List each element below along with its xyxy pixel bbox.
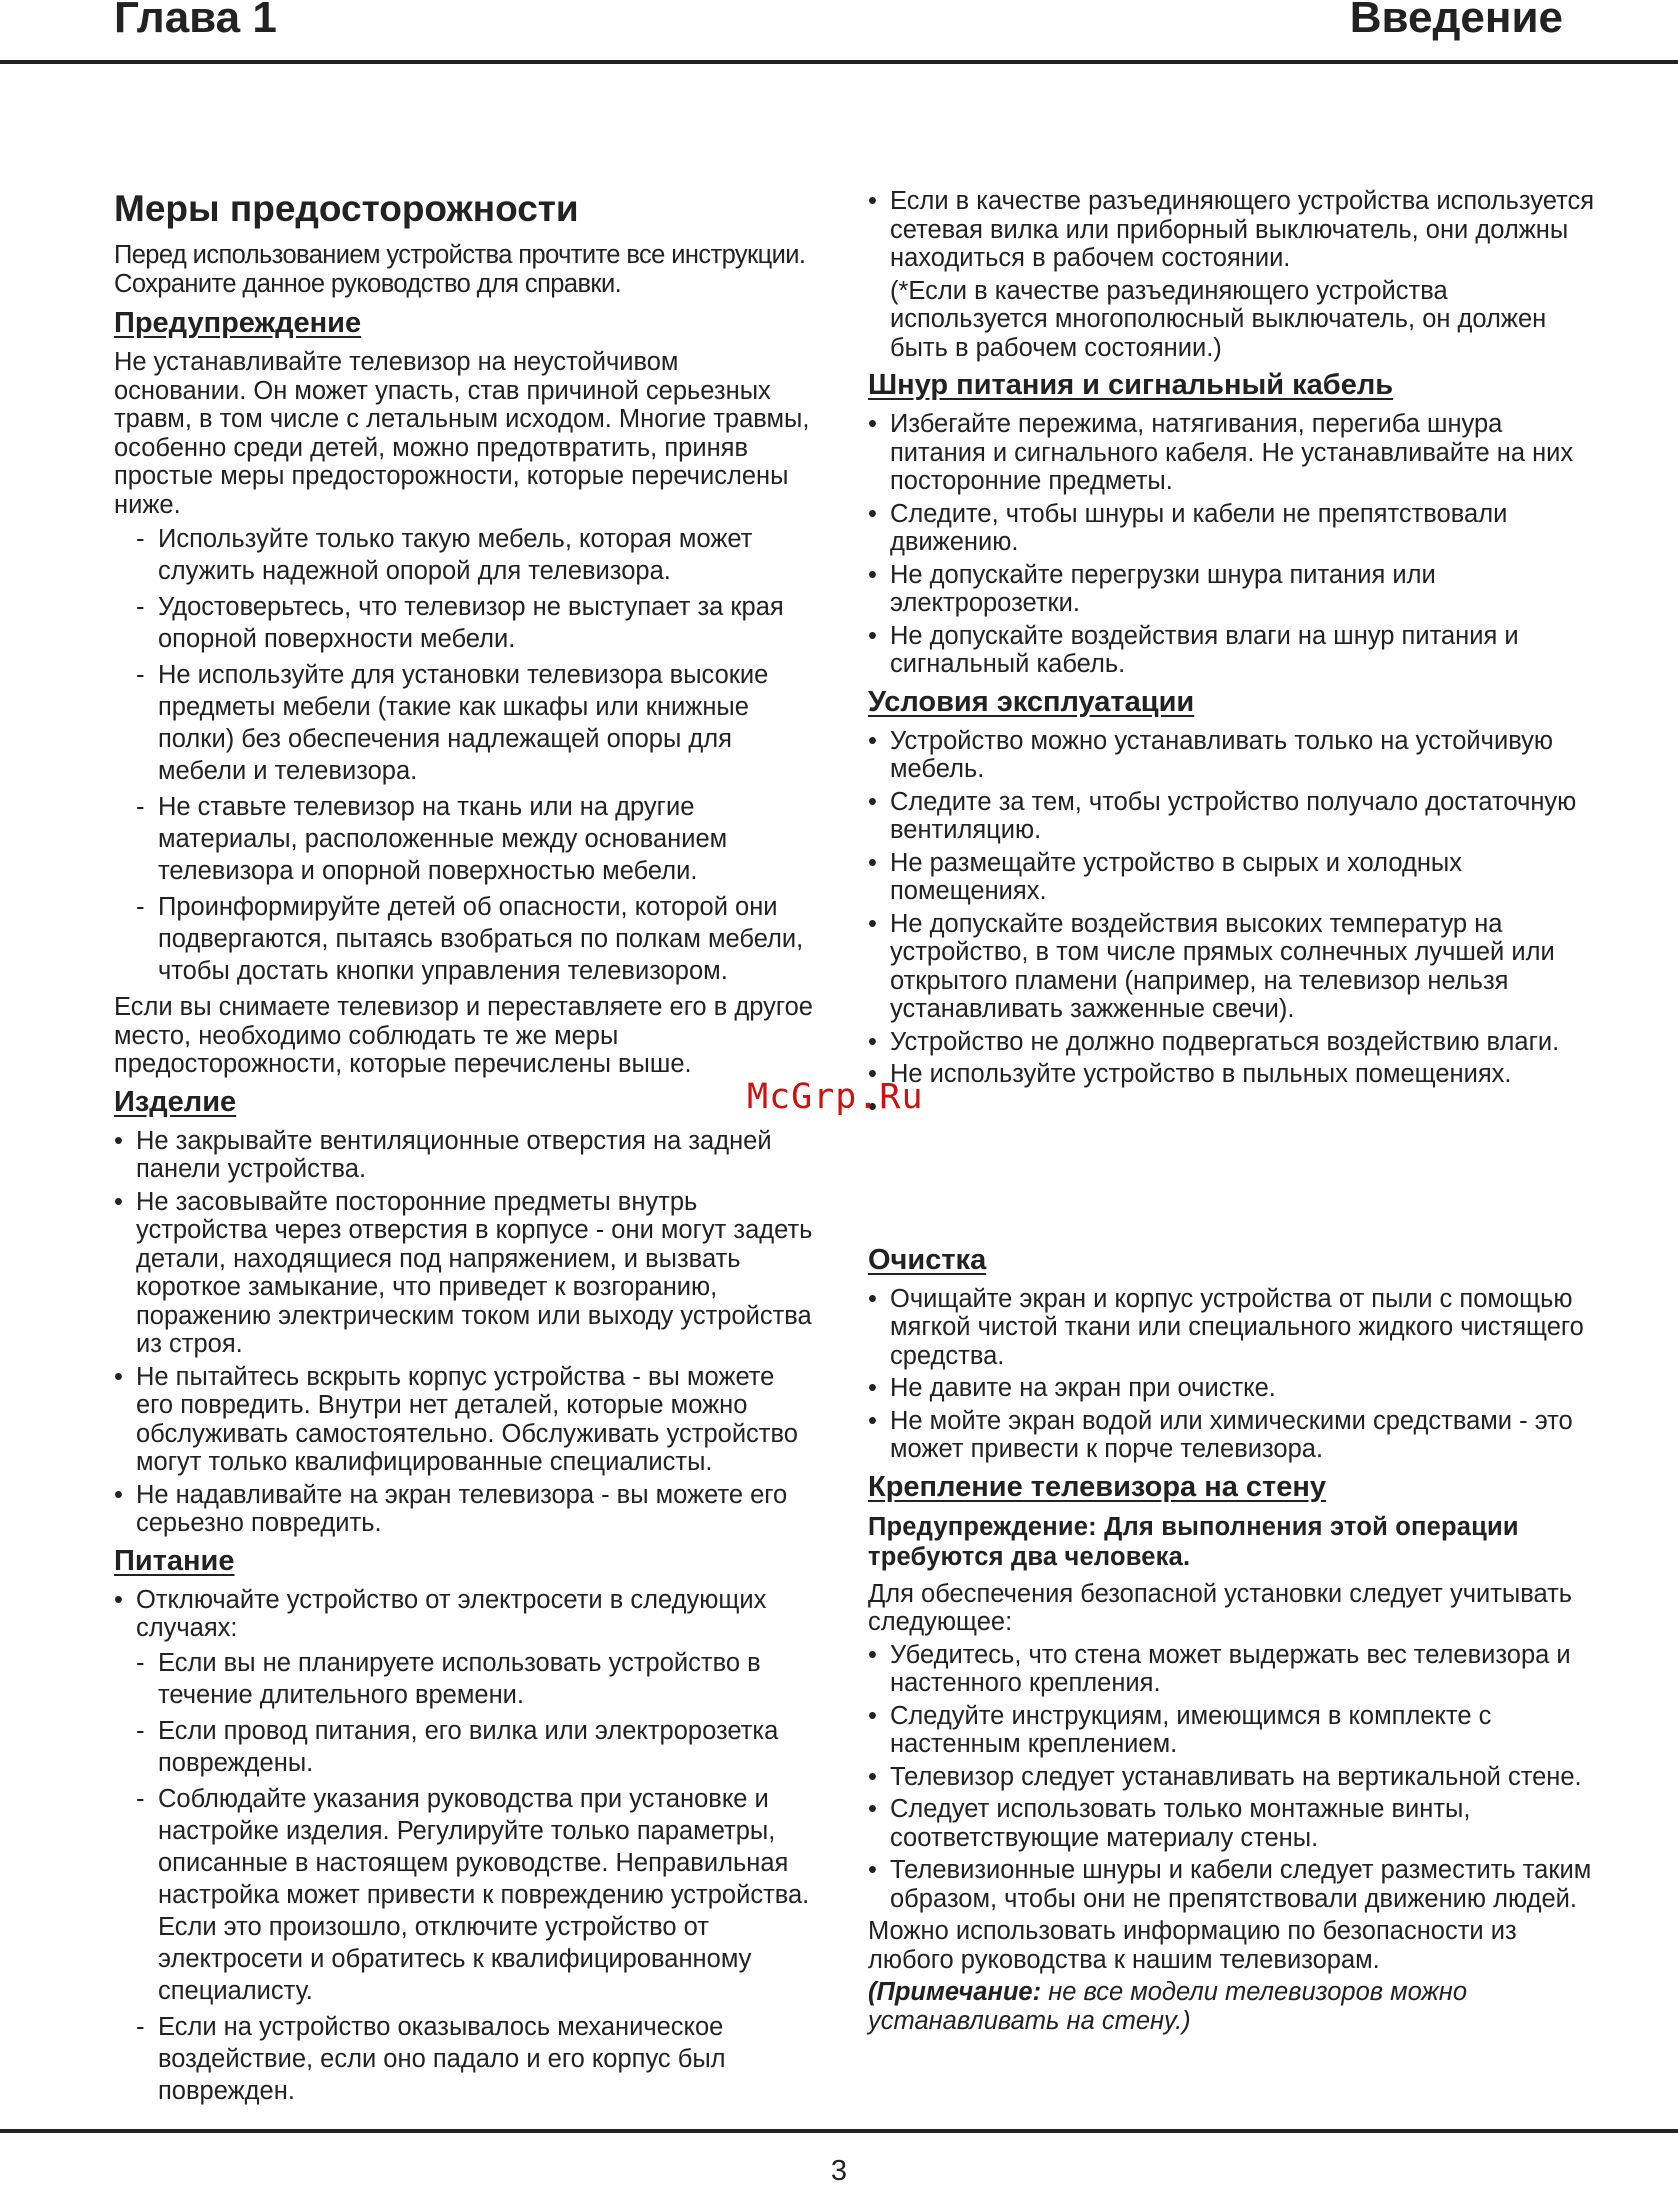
conditions-heading: Условия эксплуатации [868, 685, 1195, 718]
cable-list [868, 410, 1604, 679]
list-item: • Не используйте устройство в пыльных помещениях. [868, 1060, 1604, 1089]
note-label: (Примечание: [868, 1978, 1042, 2006]
note-text: не все модели телевизоров можно устанавливать на стену.) [868, 1978, 1468, 2035]
product-list [114, 1127, 814, 1538]
warning-list [136, 523, 814, 987]
wall-mount-intro: Для обеспечения безопасной установки следует учитывать следующее: [868, 1579, 1573, 1636]
wall-mount-outro: Можно использовать информацию по безопасности из любого руководства к нашим телевизорам. [868, 1917, 1517, 1974]
list-item: - Не ставьте телевизор на ткань или на другие материалы, расположенные между основанием телевизора и опорной поверхностью мебели. [136, 791, 814, 887]
cleaning-list [868, 1285, 1604, 1464]
list-item: • Следите за тем, чтобы устройство получало достаточную вентиляцию. [868, 788, 1604, 845]
disconnect-list [868, 187, 1604, 362]
cable-heading: Шнур питания и сигнальный кабель [868, 369, 1394, 401]
page-number: 3 [830, 2155, 848, 2187]
list-item-empty [868, 1093, 1604, 1121]
list-item: • Не закрывайте вентиляционные отверстия на задней панели устройства. [114, 1127, 814, 1184]
list-item: • Телевизор следует устанавливать на вертикальной стене. [868, 1763, 1604, 1792]
warning-heading: Предупреждение [114, 307, 362, 339]
list-item: • Следует использовать только монтажные винты, соответствующие материалу стены. [868, 1795, 1604, 1852]
list-item: • Телевизионные шнуры и кабели следует разместить таким образом, чтобы они не препятствовали движению людей. [868, 1856, 1604, 1913]
warning-after-text: Если вы снимаете телевизор и переставляете его в другое место, необходимо соблюдать те же меры предосторожности, которые перечислены выше. [114, 993, 813, 1078]
warning-text: Не устанавливайте телевизор на неустойчивом основании. Он может упасть, став причиной серьезных травм, в том числе с летальным исходом. Многие травмы, особенно среди детей, можно предотвратить, приняв простые меры предосторожности, которые перечислены ниже. [114, 348, 810, 519]
list-item: - Удостоверьтесь, что телевизор не выступает за края опорной поверхности мебели. [136, 591, 814, 655]
footer-rule [0, 2129, 1678, 2133]
list-item: • Следуйте инструкциям, имеющимся в комплекте с настенным креплением. [868, 1702, 1604, 1759]
spacer [868, 1125, 1604, 1237]
list-item: • Избегайте пережима, натягивания, перегиба шнура питания и сигнального кабеля. Не устанавливайте на них посторонние предметы. [868, 410, 1604, 496]
list-item: • Не засовывайте посторонние предметы внутрь устройства через отверстия в корпусе - они могут задеть детали, находящиеся под напряжением, и вызвать короткое замыкание, что приведет к возгоранию, поражению электрическим током или выходу устройства из строя. [114, 1188, 814, 1359]
product-heading: Изделие [114, 1085, 237, 1118]
list-item: - Используйте только такую мебель, которая может служить надежной опорой для телевизора. [136, 523, 814, 587]
header-rule [0, 60, 1678, 64]
list-item: - Если вы не планируете использовать устройство в течение длительного времени. [136, 1647, 814, 1711]
list-item: • Устройство можно устанавливать только на устойчивую мебель. [868, 727, 1604, 784]
list-item: • Не допускайте воздействия влаги на шнур питания и сигнальный кабель. [868, 622, 1604, 679]
cleaning-heading: Очистка [868, 1243, 987, 1276]
section-title: Введение [1349, 0, 1563, 42]
left-column [114, 187, 814, 2113]
list-item: • Отключайте устройство от электросети в следующих случаях: [114, 1586, 814, 1643]
wall-mount-warning: Предупреждение: Для выполнения этой операции требуются два человека. [868, 1512, 1519, 1571]
wall-mount-heading: Крепление телевизора на стену [868, 1470, 1327, 1503]
watermark: McGrp.Ru [747, 1077, 924, 1117]
wall-mount-note [868, 1978, 1604, 2035]
list-item: - Соблюдайте указания руководства при установке и настройке изделия. Регулируйте только параметры, описанные в настоящем руководстве. Неправильная настройка может привести к повреждению устройства. Если это произошло, отключите устройство от электросети и обратитесь к квалифицированному специалисту. [136, 1783, 814, 2007]
page-header [0, 0, 1678, 66]
list-item: • Не размещайте устройство в сырых и холодных помещениях. [868, 849, 1604, 906]
list-item: • Устройство не должно подвергаться воздействию влаги. [868, 1028, 1604, 1057]
list-item: • Не надавливайте на экран телевизора - вы можете его серьезно повредить. [114, 1481, 814, 1538]
list-item: • Следите, чтобы шнуры и кабели не препятствовали движению. [868, 500, 1604, 557]
wall-mount-list [868, 1641, 1604, 1914]
list-item: - Проинформируйте детей об опасности, которой они подвергаются, пытаясь взобраться по полкам мебели, чтобы достать кнопки управления телевизором. [136, 891, 814, 987]
list-item: • Очищайте экран и корпус устройства от пыли с помощью мягкой чистой ткани или специального жидкого чистящего средства. [868, 1285, 1604, 1371]
list-item: • Не пытайтесь вскрыть корпус устройства - вы можете его повредить. Внутри нет деталей, которые можно обслуживать самостоятельно. Обслуживать устройство могут только квалифицированные специалисты. [114, 1363, 814, 1477]
list-item: - Не используйте для установки телевизора высокие предметы мебели (такие как шкафы или книжные полки) без обеспечения надлежащей опоры для мебели и телевизора. [136, 659, 814, 787]
list-item: • Не давите на экран при очистке. [868, 1374, 1604, 1403]
page-title: Меры предосторожности [114, 188, 579, 229]
power-heading: Питание [114, 1544, 235, 1577]
list-item [868, 187, 1604, 362]
power-list [114, 1586, 814, 1643]
intro-text: Перед использованием устройства прочтите все инструкции. Сохраните данное руководство для справки. [114, 241, 806, 298]
power-sublist [136, 1647, 814, 2107]
list-item: • Убедитесь, что стена может выдержать вес телевизора и настенного крепления. [868, 1641, 1604, 1698]
conditions-list [868, 727, 1604, 1121]
disconnect-note: (*Если в качестве разъединяющего устройства используется многополюсный выключатель, он должен быть в рабочем состоянии.) [890, 276, 1547, 362]
list-item: • Не мойте экран водой или химическими средствами - это может привести к порче телевизора. [868, 1407, 1604, 1464]
list-item: - Если на устройство оказывалось механическое воздействие, если оно падало и его корпус был поврежден. [136, 2011, 814, 2107]
disconnect-item: Если в качестве разъединяющего устройства используется сетевая вилка или приборный выключатель, они должны находиться в рабочем состоянии. [890, 187, 1595, 272]
right-column [868, 187, 1604, 2039]
chapter-title: Глава 1 [114, 0, 277, 42]
list-item: • Не допускайте воздействия высоких температур на устройство, в том числе прямых солнечных лучшей или открытого пламени (например, на телевизор нельзя устанавливать зажженные свечи). [868, 910, 1604, 1024]
list-item: • Не допускайте перегрузки шнура питания или электророзетки. [868, 561, 1604, 618]
list-item: - Если провод питания, его вилка или электророзетка повреждены. [136, 1715, 814, 1779]
